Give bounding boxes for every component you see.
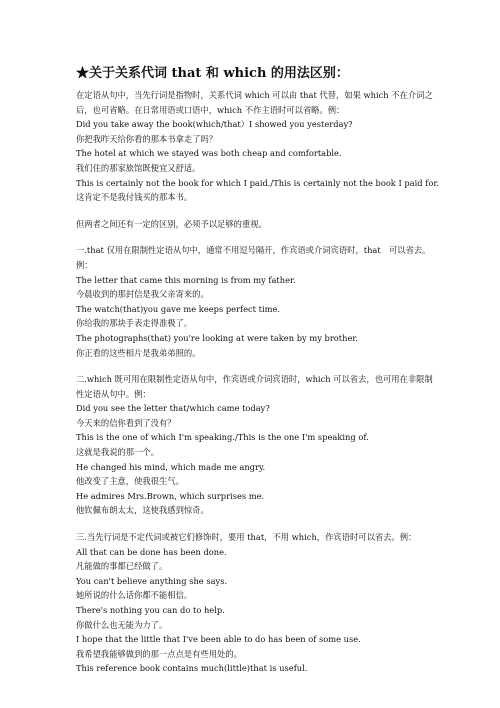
example-chinese: 你把我昨天给你看的那本书拿走了吗？ <box>76 133 218 144</box>
section-heading: 二.which 既可用在限制性定语从句中，作宾语或介词宾语时，which 可以省去，也可用在非限制性定语从句中。例： <box>76 374 433 399</box>
example-english: This is certainly not the book for which I paid./This is certainly not the book I paid for. <box>76 177 440 188</box>
example-english: You can't believe anything she says. <box>76 575 228 586</box>
intro-paragraph: 但两者之间还有一定的区别，必须予以足够的重视。 <box>76 218 267 229</box>
example-english: The letter that came this morning is from my father. <box>76 274 296 285</box>
section-general <box>76 88 440 205</box>
paragraph: 在定语从句中，当先行词是指物时，关系代词 which 可以由 that 代替，如果 which 不在介词之后，也可省略。在日常用语或口语中，which 不作主语时可以省略。例： <box>76 90 433 115</box>
section-three <box>76 530 436 676</box>
example-english: This is the one of which I'm speaking./This is the one I'm speaking of. <box>76 432 369 443</box>
example-chinese: 你做什么也无能为力了。 <box>76 619 168 630</box>
example-chinese: 你给我的那块手表走得准极了。 <box>76 318 193 329</box>
example-chinese: 凡能做的事都已经做了。 <box>76 561 168 572</box>
example-chinese: 他改变了主意，使我很生气。 <box>76 476 184 487</box>
document-page <box>76 66 440 676</box>
example-english: He admires Mrs.Brown, which surprises me. <box>76 490 265 501</box>
example-english: All that can be done has been done. <box>76 546 227 557</box>
example-english: This reference book contains much(little)that is useful. <box>76 663 308 674</box>
example-chinese: 我希望我能够做到的那一点点是有些用处的。 <box>76 648 242 659</box>
example-english: Did you see the letter that/which came today? <box>76 403 270 414</box>
example-english: I hope that the little that I've been able to do has been of some use. <box>76 634 361 645</box>
example-chinese: 这就是我说的那一个。 <box>76 447 159 458</box>
example-chinese: 我们住的那家旅馆既便宜又舒适。 <box>76 162 201 173</box>
section-two <box>76 372 436 518</box>
example-english: The hotel at which we stayed was both cheap and comfortable. <box>76 148 342 159</box>
example-chinese: 他钦佩布朗太太，这使我感到惊奇。 <box>76 505 209 516</box>
example-english: He changed his mind, which made me angry. <box>76 461 266 472</box>
example-english: The watch(that)you gave me keeps perfect time. <box>76 303 281 314</box>
section-heading: 三.当先行词是不定代词或被它们修饰时，要用 that，不用 which，作宾语时可以省去。例： <box>76 532 417 543</box>
section-heading: 一.that 仅用在限制性定语从句中，通常不用逗号隔开，作宾语或介词宾语时，that 可以省去。例： <box>76 245 431 270</box>
example-chinese: 这肯定不是我付钱买的那本书。 <box>76 192 193 203</box>
example-chinese: 她所说的什么话你都不能相信。 <box>76 590 193 601</box>
example-chinese: 今晨收到的那封信是我父亲寄来的。 <box>76 289 209 300</box>
document-title: ★关于关系代词 that 和 which 的用法区别： <box>76 66 349 81</box>
example-chinese: 你正看的这些相片是我弟弟照的。 <box>76 347 201 358</box>
example-chinese: 今天来的信你看到了没有？ <box>76 417 176 428</box>
section-one <box>76 243 436 360</box>
example-english: There's nothing you can do to help. <box>76 605 225 615</box>
example-english: Did you take away the book(which/that）I showed you yesterday? <box>76 119 353 130</box>
example-english: The photographs(that) you're looking at were taken by my brother. <box>76 332 359 343</box>
